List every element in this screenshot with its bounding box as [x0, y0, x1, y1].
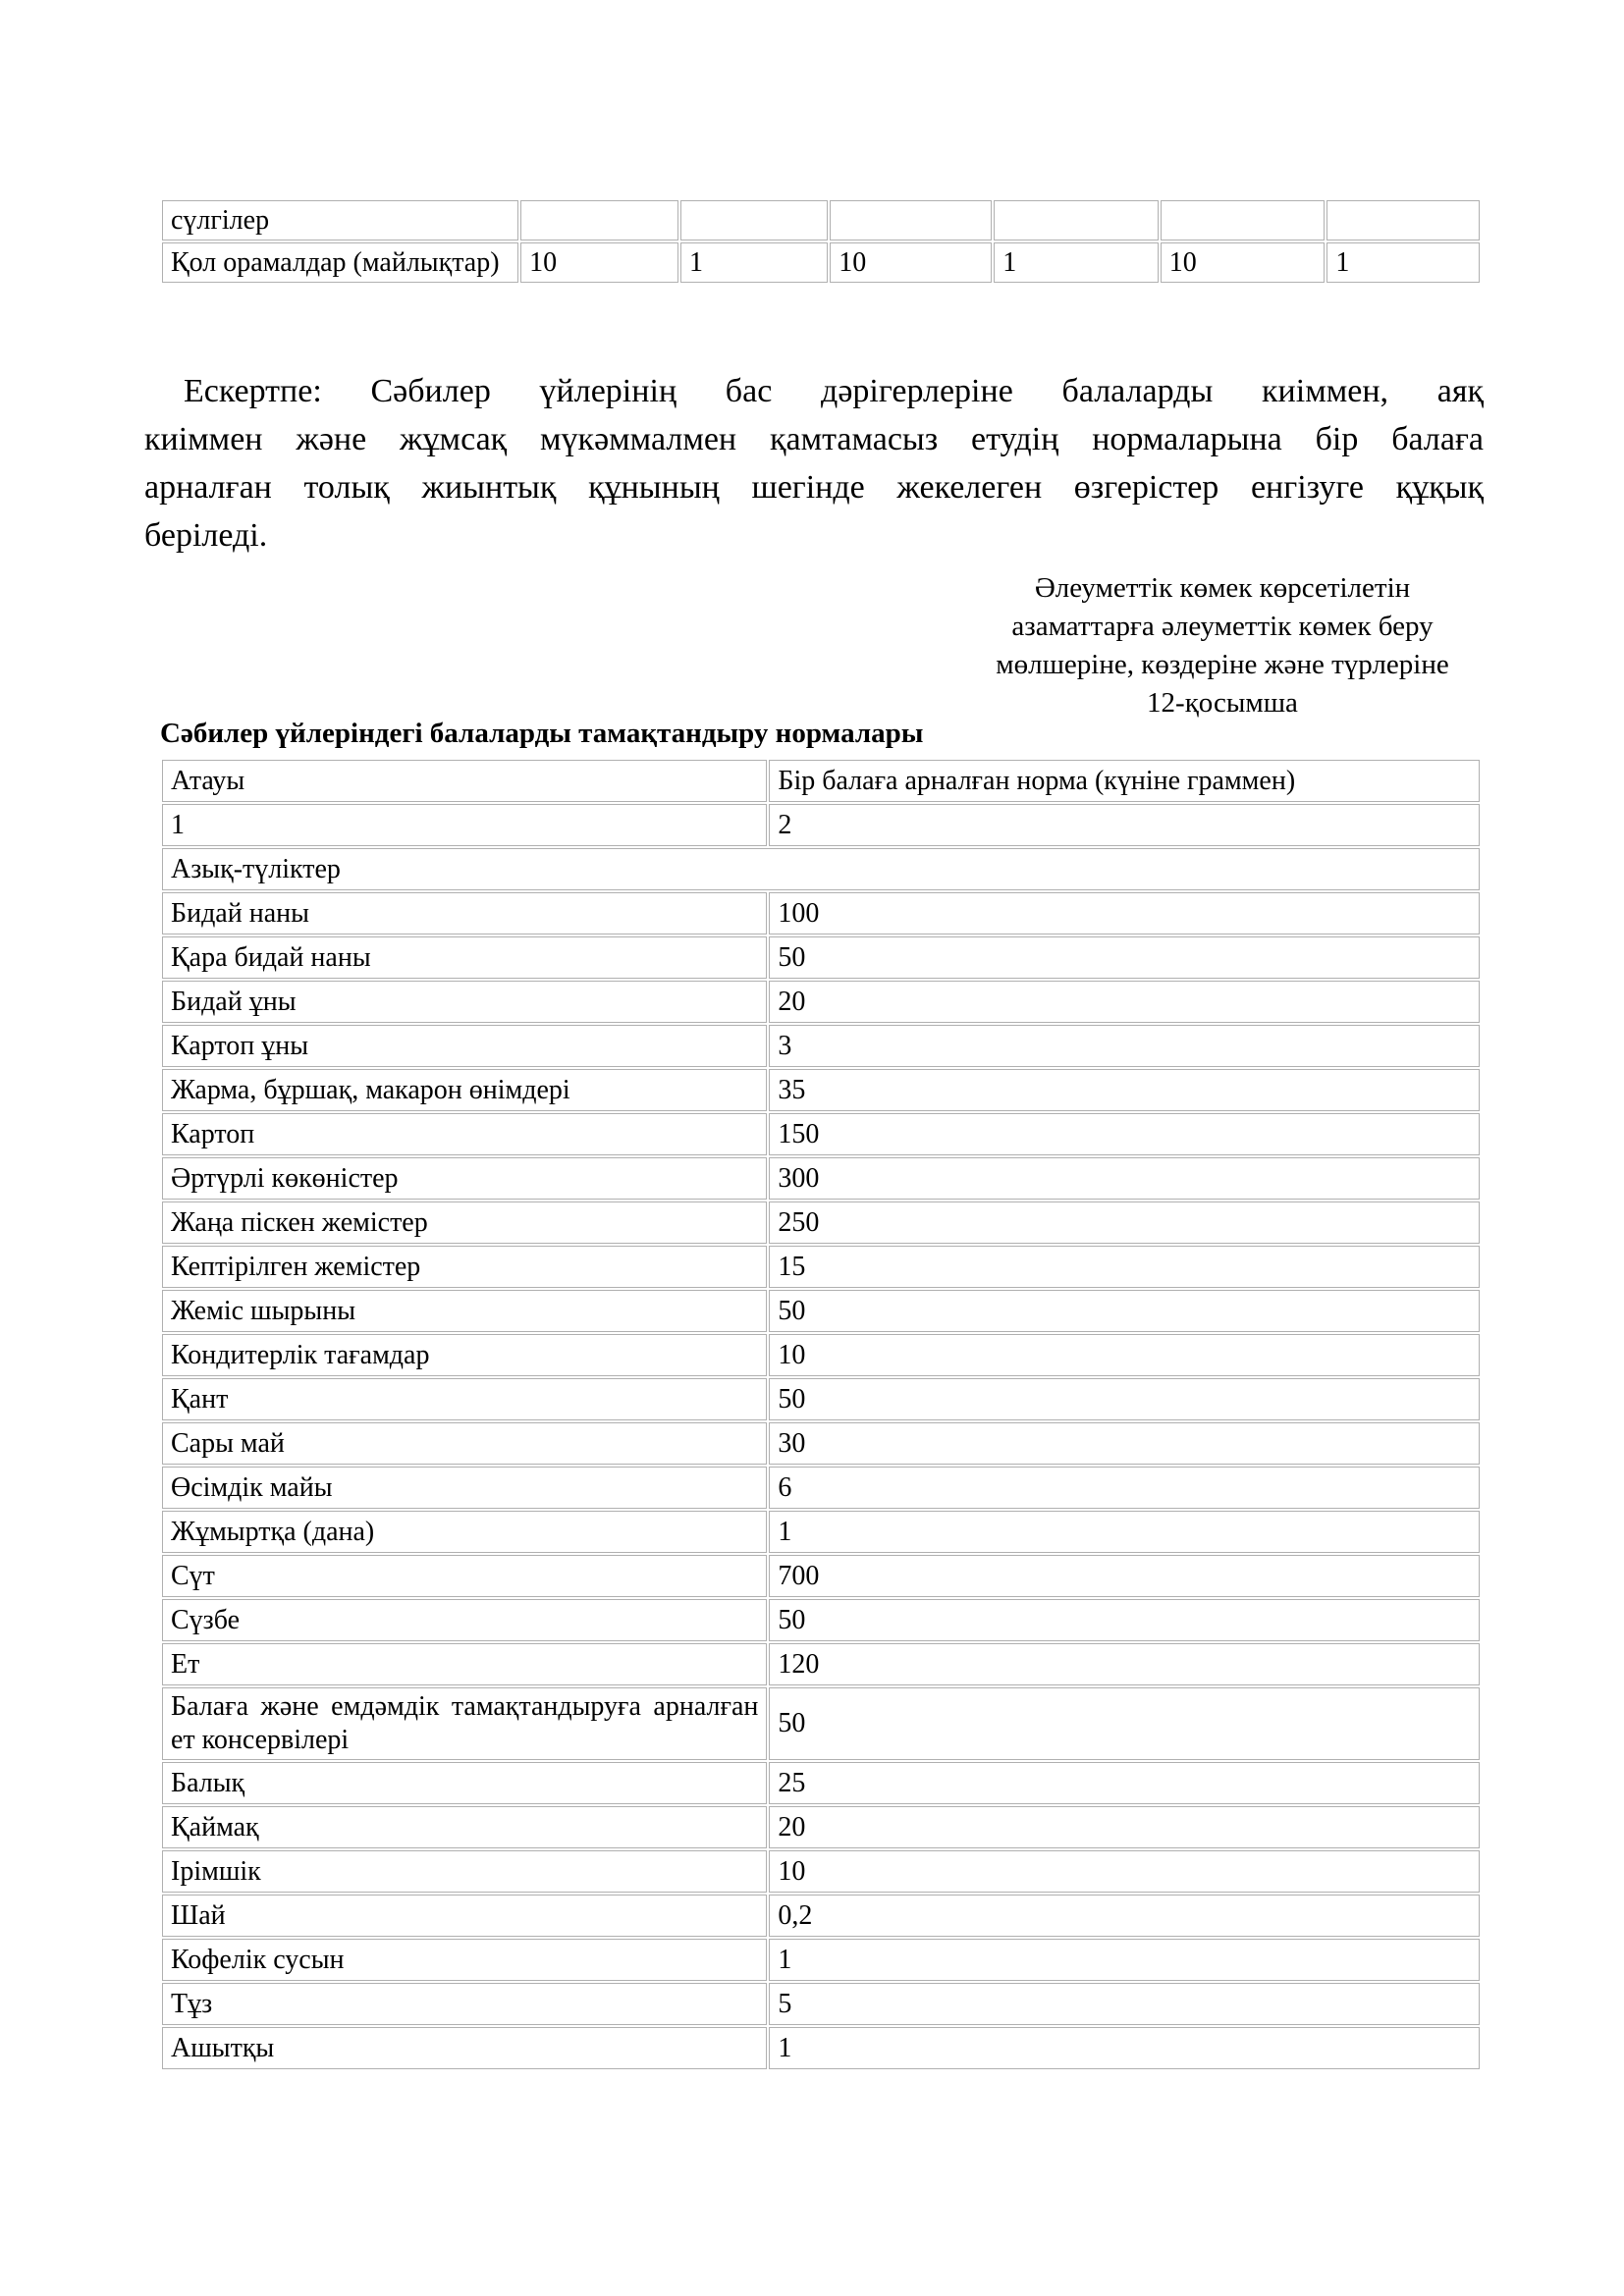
food-name-cell: Кофелік сусын: [162, 1939, 767, 1981]
table-cell: [680, 200, 828, 240]
food-norms-table: [160, 758, 1482, 2071]
food-name-cell: Бидай наны: [162, 892, 767, 934]
table-row: [162, 1687, 1480, 1760]
food-name-cell: Сары май: [162, 1422, 767, 1465]
table-cell: 1: [162, 804, 767, 846]
food-name-cell: Шай: [162, 1895, 767, 1937]
appendix-line: 12-қосымша: [1147, 687, 1298, 719]
table-cell: 2: [769, 804, 1480, 846]
food-name-cell: Сүзбе: [162, 1599, 767, 1641]
food-name-cell: Картоп: [162, 1113, 767, 1155]
table-row: [162, 981, 1480, 1023]
food-name-cell: Тұз: [162, 1983, 767, 2025]
table-cell: 1: [1326, 242, 1480, 283]
table-row: [162, 1290, 1480, 1332]
food-name-cell: Балық: [162, 1762, 767, 1804]
food-value-cell: 20: [769, 1806, 1480, 1848]
food-value-cell: 5: [769, 1983, 1480, 2025]
table-row: [162, 1762, 1480, 1804]
food-value-cell: 1: [769, 2027, 1480, 2069]
food-name-cell: Өсімдік майы: [162, 1467, 767, 1509]
food-name-cell: Ашытқы: [162, 2027, 767, 2069]
table-row: [162, 1850, 1480, 1893]
table-row: [162, 1246, 1480, 1288]
food-group-header: Азық-түліктер: [162, 848, 1480, 890]
table-row: [162, 936, 1480, 979]
food-name-cell: Ет: [162, 1643, 767, 1685]
food-value-cell: 3: [769, 1025, 1480, 1067]
food-value-cell: 25: [769, 1762, 1480, 1804]
table-row: [162, 1599, 1480, 1641]
food-name-cell: Қаймақ: [162, 1806, 767, 1848]
food-value-cell: 6: [769, 1467, 1480, 1509]
food-table-index-row: [162, 804, 1480, 846]
table-cell: 10: [1161, 242, 1326, 283]
table-cell: 1: [680, 242, 828, 283]
table-cell: [1161, 200, 1326, 240]
table-cell: [994, 200, 1159, 240]
food-value-cell: 20: [769, 981, 1480, 1023]
food-name-cell: Балаға және емдәмдік тамақтандыруға арналған ет консервілері: [162, 1687, 767, 1760]
table-row: [162, 1467, 1480, 1509]
food-value-cell: 120: [769, 1643, 1480, 1685]
food-name-cell: Жаңа піскен жемістер: [162, 1201, 767, 1244]
appendix-line: Әлеуметтік көмек көрсетілетін: [1034, 572, 1411, 604]
food-name-cell: Ірімшік: [162, 1850, 767, 1893]
table-cell: [520, 200, 678, 240]
food-name-cell: Сүт: [162, 1555, 767, 1597]
food-name-cell: Бидай ұны: [162, 981, 767, 1023]
table-row: [162, 1378, 1480, 1420]
food-value-cell: 15: [769, 1246, 1480, 1288]
appendix-reference: [967, 569, 1478, 722]
food-value-cell: 700: [769, 1555, 1480, 1597]
food-value-cell: 300: [769, 1157, 1480, 1200]
table-cell: 1: [994, 242, 1159, 283]
food-value-cell: 250: [769, 1201, 1480, 1244]
food-name-cell: Кептірілген жемістер: [162, 1246, 767, 1288]
section-title: Сәбилер үйлеріндегі балаларды тамақтандыру нормалары: [160, 718, 924, 749]
note-line: арналған толық жиынтық құнының шегінде жекелеген өзгерістер енгізуге құқық: [144, 469, 1484, 506]
food-value-cell: 50: [769, 1687, 1480, 1760]
table-row: [162, 1511, 1480, 1553]
food-value-cell: 10: [769, 1850, 1480, 1893]
table-cell: [1326, 200, 1480, 240]
table-cell: сүлгілер: [162, 200, 518, 240]
table-row: [162, 242, 1480, 283]
food-value-cell: 30: [769, 1422, 1480, 1465]
food-name-cell: Әртүрлі көкөністер: [162, 1157, 767, 1200]
table-row: [162, 892, 1480, 934]
food-value-cell: 1: [769, 1511, 1480, 1553]
food-value-cell: 10: [769, 1334, 1480, 1376]
table-row: [162, 1422, 1480, 1465]
supply-norms-table: [160, 198, 1482, 285]
food-name-cell: Кондитерлік тағамдар: [162, 1334, 767, 1376]
table-row: [162, 2027, 1480, 2069]
note-paragraph: [144, 367, 1484, 560]
table-row: [162, 1806, 1480, 1848]
table-row: [162, 1939, 1480, 1981]
food-value-cell: 150: [769, 1113, 1480, 1155]
table-cell: Қол орамалдар (майлықтар): [162, 242, 518, 283]
food-name-cell: Жұмыртқа (дана): [162, 1511, 767, 1553]
food-name-cell: Жеміс шырыны: [162, 1290, 767, 1332]
note-line: Ескертпе: Сәбилер үйлерінің бас дәрігерлеріне балаларды киіммен, аяқ: [184, 373, 1484, 409]
food-value-cell: 50: [769, 1378, 1480, 1420]
table-row: [162, 1334, 1480, 1376]
food-value-cell: 0,2: [769, 1895, 1480, 1937]
table-row: [162, 1113, 1480, 1155]
table-row: [162, 1201, 1480, 1244]
food-value-cell: 1: [769, 1939, 1480, 1981]
food-table-header-name: Атауы: [162, 760, 767, 802]
food-name-cell: Қант: [162, 1378, 767, 1420]
table-row: [162, 1069, 1480, 1111]
food-name-cell: Қара бидай наны: [162, 936, 767, 979]
table-cell: 10: [520, 242, 678, 283]
food-value-cell: 50: [769, 1290, 1480, 1332]
food-value-cell: 50: [769, 1599, 1480, 1641]
food-value-cell: 100: [769, 892, 1480, 934]
food-value-cell: 35: [769, 1069, 1480, 1111]
food-table-group-row: [162, 848, 1480, 890]
food-table-header-norm: Бір балаға арналған норма (күніне граммен): [769, 760, 1480, 802]
table-row: [162, 1983, 1480, 2025]
note-line: киіммен және жұмсақ мүкәммалмен қамтамасыз етудің нормаларына бір балаға: [144, 421, 1484, 457]
note-line: беріледі.: [144, 517, 268, 554]
food-name-cell: Жарма, бұршақ, макарон өнімдері: [162, 1069, 767, 1111]
appendix-line: мөлшеріне, көздеріне және түрлеріне: [996, 649, 1449, 680]
table-row: [162, 1895, 1480, 1937]
table-row: [162, 1157, 1480, 1200]
table-row: [162, 200, 1480, 240]
food-name-cell: Картоп ұны: [162, 1025, 767, 1067]
appendix-line: азаматтарға әлеуметтік көмек беру: [1011, 611, 1434, 642]
food-table-header-row: [162, 760, 1480, 802]
table-cell: 10: [830, 242, 992, 283]
table-cell: [830, 200, 992, 240]
table-row: [162, 1643, 1480, 1685]
table-row: [162, 1025, 1480, 1067]
table-row: [162, 1555, 1480, 1597]
food-value-cell: 50: [769, 936, 1480, 979]
